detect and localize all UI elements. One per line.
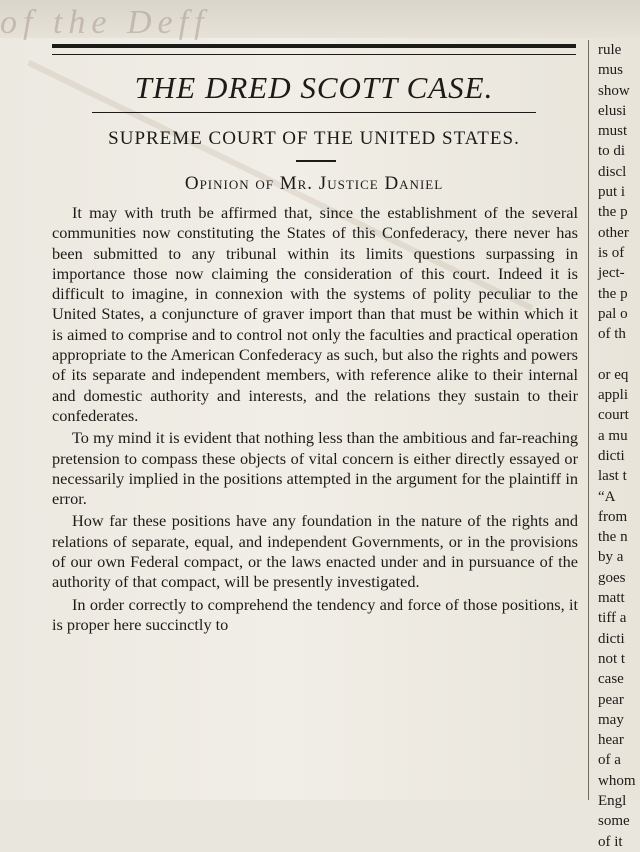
paragraph: To my mind it is evident that nothing less than the ambitious and far-reaching pretension to compass these objects of vital concern is either directly essayed or necessarily implied in the positions attempted in the argument for the plaintiff in error. <box>52 428 578 509</box>
adjacent-column-line: of a <box>598 752 621 769</box>
adjacent-column-line: the p <box>598 285 628 302</box>
adjacent-column-line: a mu <box>598 427 628 444</box>
opinion-title: Opinion of Mr. Justice Daniel <box>184 173 444 194</box>
adjacent-column-line: appli <box>598 387 628 404</box>
torn-top-margin <box>0 0 640 41</box>
paragraph: How far these positions have any foundation in the nature of the rights and relations of separate, equal, and independent Governments, or in the provisions of our own Federal compact, or the laws enacted under and in pursuance of the authority of that compact, will be presently investigated. <box>52 511 578 592</box>
article-body <box>52 203 578 637</box>
adjacent-column-line: ject- <box>598 265 625 282</box>
adjacent-column-line: dicti <box>598 447 625 464</box>
adjacent-column-line: rule <box>598 42 622 58</box>
adjacent-column-line: “A <box>598 488 616 505</box>
adjacent-column-line: to di <box>598 143 626 160</box>
adjacent-column-line: tiff a <box>598 610 627 627</box>
adjacent-column-line: must <box>598 123 628 140</box>
adjacent-column-line: pal o <box>598 305 628 322</box>
column-divider <box>588 40 589 800</box>
section-rule <box>296 160 336 162</box>
adjacent-column-line: last t <box>598 468 627 485</box>
headline-rule <box>92 112 536 113</box>
adjacent-column-line: the n <box>598 529 628 546</box>
adjacent-column-line: dicti <box>598 630 625 647</box>
adjacent-column-line: of th <box>598 326 626 343</box>
adjacent-column-line: may <box>598 711 624 728</box>
adjacent-column-line: from <box>598 508 628 525</box>
adjacent-column-line: elusi <box>598 102 627 119</box>
adjacent-column-line: put i <box>598 184 626 201</box>
bleed-through-handwriting: of the Deff <box>0 4 210 41</box>
article-subheadline: SUPREME COURT OF THE UNITED STATES. <box>108 128 520 149</box>
adjacent-column-line: some <box>598 813 630 830</box>
article-headline: THE DRED SCOTT CASE. <box>134 70 494 105</box>
paragraph: It may with truth be affirmed that, since the establishment of the several communities now constituting the States of this Confederacy, there never has been submitted to any tribunal within its limits questions surpassing in importance those now claiming the consideration of this court. Indeed it is difficult to imagine, in connexion with the systems of polity peculiar to the United States, a conjuncture of graver import than that must be within which it is aimed to comprise and to control not only the faculties and practical operation appropriate to the American Confederacy as such, but also the rights and powers of its separate and independent members, with reference alike to their internal and domestic authority and interests, and the relations they sustain to their confederates. <box>52 203 578 425</box>
adjacent-column-line: other <box>598 224 629 241</box>
adjacent-column-line: goes <box>598 569 626 586</box>
adjacent-column-line: of it <box>598 833 623 850</box>
adjacent-column-line: not t <box>598 650 626 667</box>
adjacent-column <box>598 40 640 850</box>
adjacent-column-line: court <box>598 407 629 424</box>
adjacent-column-line: the p <box>598 204 628 221</box>
paragraph: In order correctly to comprehend the tendency and force of those positions, it is proper here succinctly to <box>52 594 578 634</box>
adjacent-column-line: pear <box>598 691 624 708</box>
adjacent-column-line: discl <box>598 163 627 180</box>
adjacent-column-line: case <box>598 671 624 688</box>
adjacent-column-line: or eq <box>598 366 629 383</box>
adjacent-column-line: mus <box>598 62 624 79</box>
adjacent-column-line: show <box>598 82 630 99</box>
adjacent-column-line: Engl <box>598 792 627 809</box>
adjacent-column-line: is of <box>598 244 625 261</box>
adjacent-column-line: matt <box>598 590 625 607</box>
adjacent-column-line: hear <box>598 732 624 749</box>
adjacent-column-line: by a <box>598 549 624 566</box>
adjacent-column-line <box>598 344 640 364</box>
adjacent-column-line: whom <box>598 772 636 789</box>
masthead-rule <box>52 44 576 55</box>
